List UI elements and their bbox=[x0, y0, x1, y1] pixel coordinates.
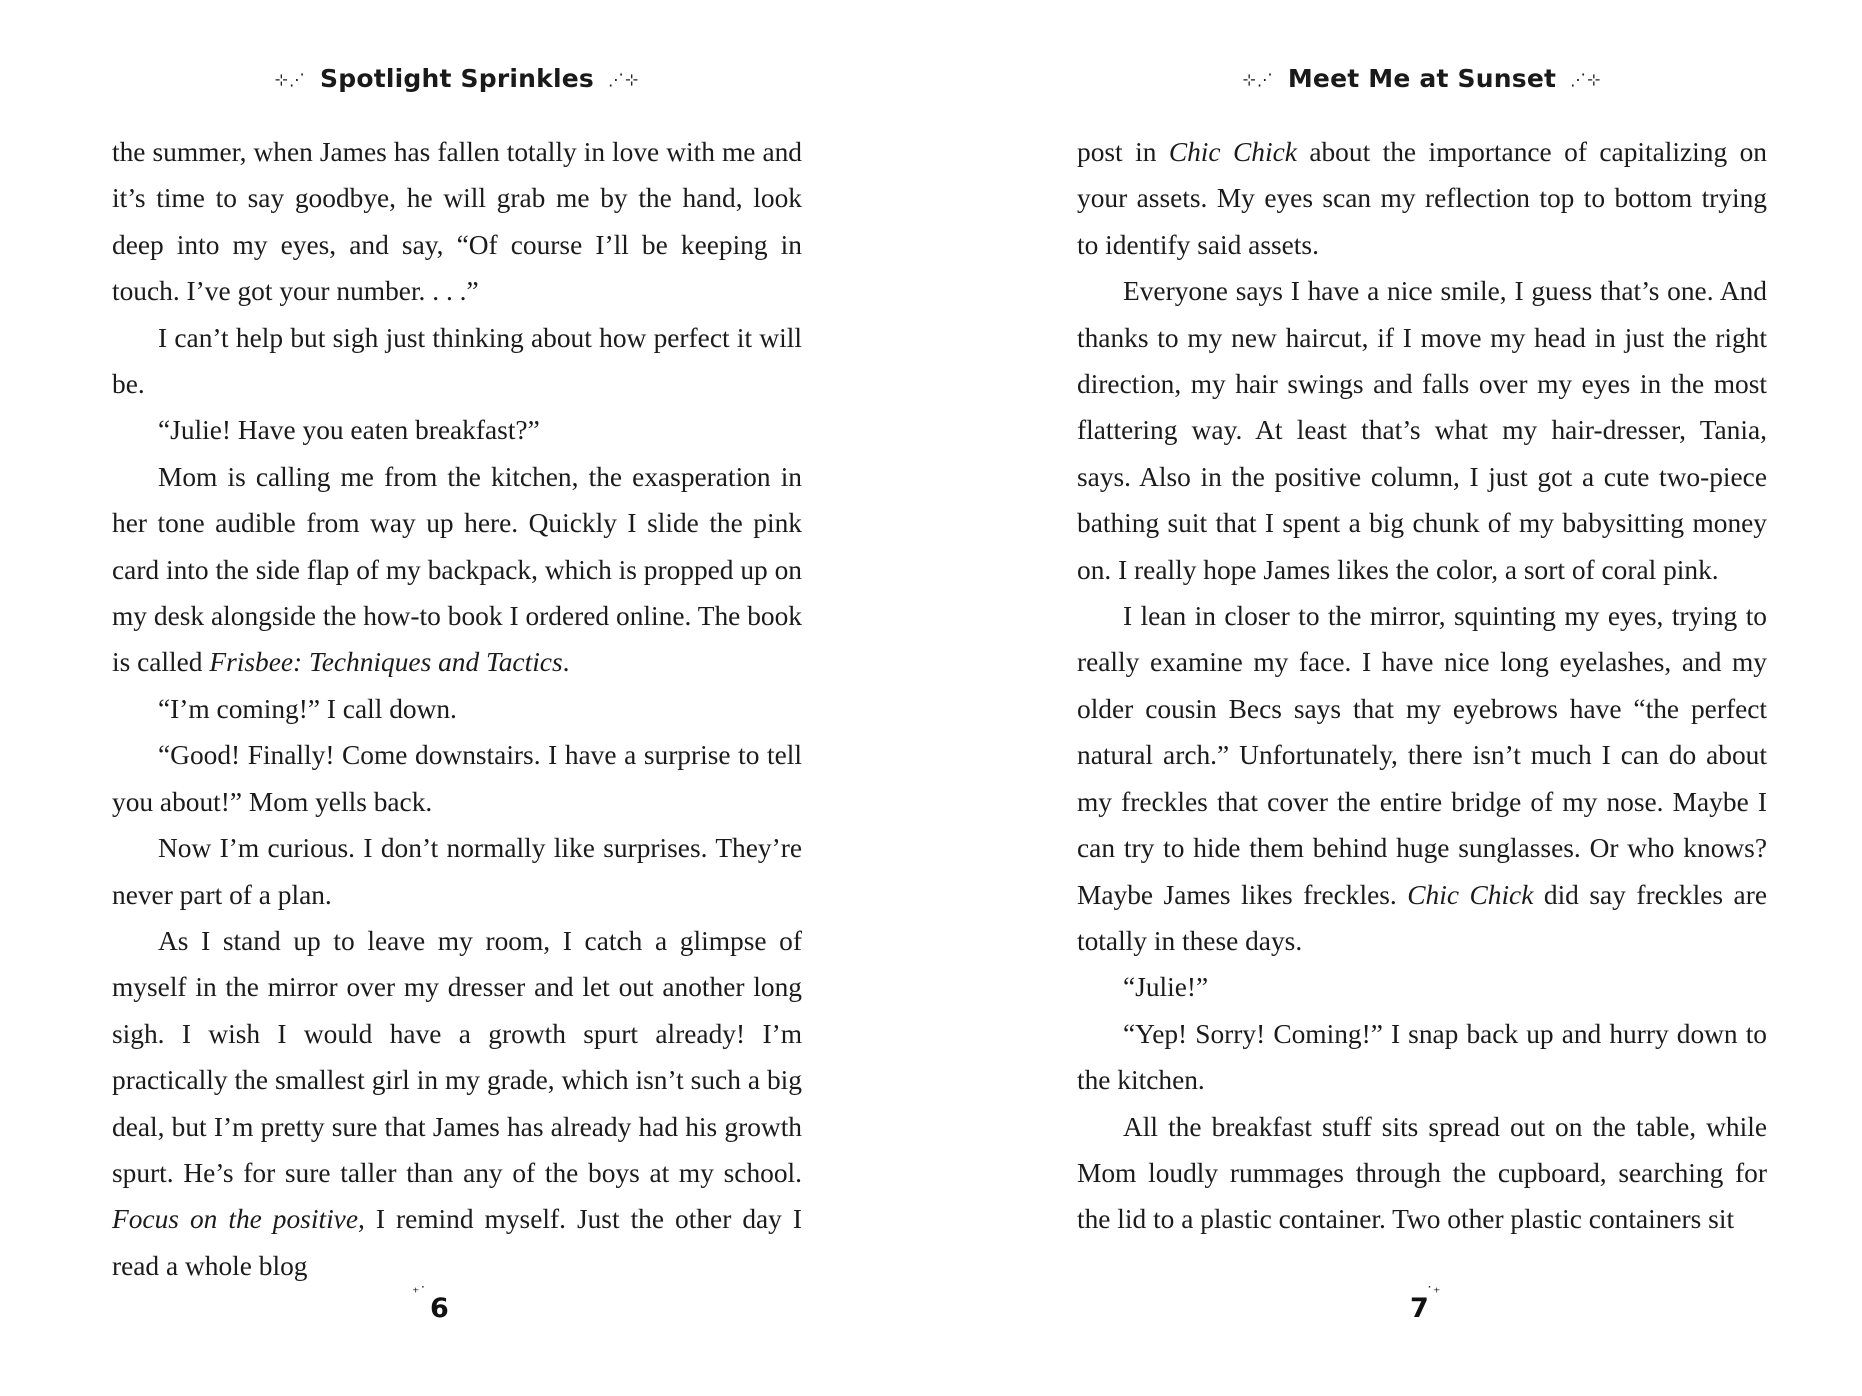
text-run: did say freckles are totally in these days. bbox=[1077, 879, 1767, 956]
text-run: All the breakfast stuff sits spread out on the table, while Mom loudly rummages through the cupboard, searching for the lid to a plastic container. Two other plastic containers sit bbox=[1077, 1111, 1767, 1235]
paragraph bbox=[112, 129, 802, 315]
sparkle-ornament-icon: ⁺˙ bbox=[412, 1285, 427, 1301]
paragraph bbox=[1077, 129, 1767, 268]
text-run: the summer, when James has fallen totally in love with me and it’s time to say goodbye, he will grab me by the hand, look deep into my eyes, and say, “Of course I’ll be keeping in touch. I’ve got your number. . . .” bbox=[112, 137, 802, 307]
sparkle-ornament-icon: ⊹⋰ bbox=[1242, 69, 1274, 89]
running-head-right bbox=[1077, 58, 1767, 98]
sparkle-ornament-icon: ⋰⊹ bbox=[607, 69, 640, 89]
running-head-left bbox=[112, 58, 802, 98]
sparkle-ornament-icon: ⋰⊹ bbox=[1570, 69, 1602, 89]
text-run: I remind myself. Just the other day I read a whole blog bbox=[112, 1204, 802, 1281]
text-run: . bbox=[562, 647, 570, 678]
text-run: “Julie! Have you eaten breakfast?” bbox=[158, 415, 540, 446]
paragraph bbox=[1077, 268, 1767, 593]
text-run: about the importance of capitalizing on your assets. My eyes scan my reflection top to bottom trying to identify said assets. bbox=[1077, 137, 1767, 260]
text-run: post in bbox=[1077, 137, 1169, 167]
paragraph bbox=[112, 315, 802, 408]
italic-text: Frisbee: Techniques and Tactics bbox=[209, 647, 563, 678]
text-run: I can’t help but sigh just thinking about how perfect it will be. bbox=[112, 322, 802, 400]
page-number-right bbox=[1410, 1285, 1441, 1337]
page-number: 6 bbox=[430, 1293, 449, 1324]
italic-text: Chic Chick bbox=[1168, 137, 1297, 167]
text-run: Mom is calling me from the kitchen, the exasperation in her tone audible from way up here. Quickly I slide the pink card into the side flap of my backpack, which is propped up on my desk alongside the how-to book I ordered online. The book is called bbox=[112, 461, 802, 678]
text-run: Now I’m curious. I don’t normally like surprises. They’re never part of a plan. bbox=[112, 833, 802, 910]
right-page bbox=[931, 0, 1862, 1396]
paragraph bbox=[112, 825, 802, 918]
page-number: 7 bbox=[1410, 1293, 1429, 1324]
text-run: I lean in closer to the mirror, squinting my eyes, trying to really examine my face. I have nice long eyelashes, and my older cousin Becs says that my eyebrows have “the perfect natural arch.” Unfortunately, there isn’t much I can do about my freckles that cover the entire bridge of my nose. Maybe I can try to hide them behind huge sunglasses. Or who knows? Maybe James likes freckles. bbox=[1077, 601, 1767, 910]
paragraph bbox=[112, 918, 802, 1289]
sparkle-ornament-icon: ˙⁺ bbox=[1426, 1285, 1441, 1301]
book-title: Spotlight Sprinkles bbox=[320, 63, 594, 93]
body-text-left bbox=[112, 129, 802, 1289]
paragraph bbox=[1077, 1011, 1767, 1104]
paragraph bbox=[1077, 964, 1767, 1010]
italic-text: Focus on the positive, bbox=[112, 1204, 365, 1235]
italic-text: Chic Chick bbox=[1407, 879, 1534, 910]
paragraph bbox=[1077, 593, 1767, 964]
paragraph bbox=[112, 732, 802, 825]
body-text-right bbox=[1077, 129, 1767, 1243]
paragraph bbox=[112, 454, 802, 686]
text-run: “I’m coming!” I call down. bbox=[158, 693, 457, 724]
chapter-title: Meet Me at Sunset bbox=[1287, 63, 1557, 93]
text-run: “Yep! Sorry! Coming!” I snap back up and hurry down to the kitchen. bbox=[1077, 1018, 1767, 1096]
page-number-left bbox=[412, 1285, 449, 1337]
paragraph bbox=[1077, 1104, 1767, 1243]
paragraph bbox=[112, 407, 802, 453]
paragraph bbox=[112, 686, 802, 732]
text-run: “Good! Finally! Come downstairs. I have a surprise to tell you about!” Mom yells back. bbox=[112, 740, 802, 817]
sparkle-ornament-icon: ⊹⋰ bbox=[274, 69, 307, 89]
text-run: As I stand up to leave my room, I catch a glimpse of myself in the mirror over my dresser and let out another long sigh. I wish I would have a growth spurt already! I’m practically the smallest girl in my grade, which isn’t such a big deal, but I’m pretty sure that James has already had his growth spurt. He’s for sure taller than any of the boys at my school. bbox=[112, 925, 802, 1188]
text-run: Everyone says I have a nice smile, I guess that’s one. And thanks to my new haircut, if I move my head in just the right direction, my hair swings and falls over my eyes in the most flattering way. At least that’s what my hair-dresser, Tania, says. Also in the positive column, I just got a cute two-piece bathing suit that I spent a big chunk of my babysitting money on. I really hope James likes the color, a sort of coral pink. bbox=[1077, 276, 1767, 585]
text-run: “Julie!” bbox=[1123, 972, 1209, 1003]
